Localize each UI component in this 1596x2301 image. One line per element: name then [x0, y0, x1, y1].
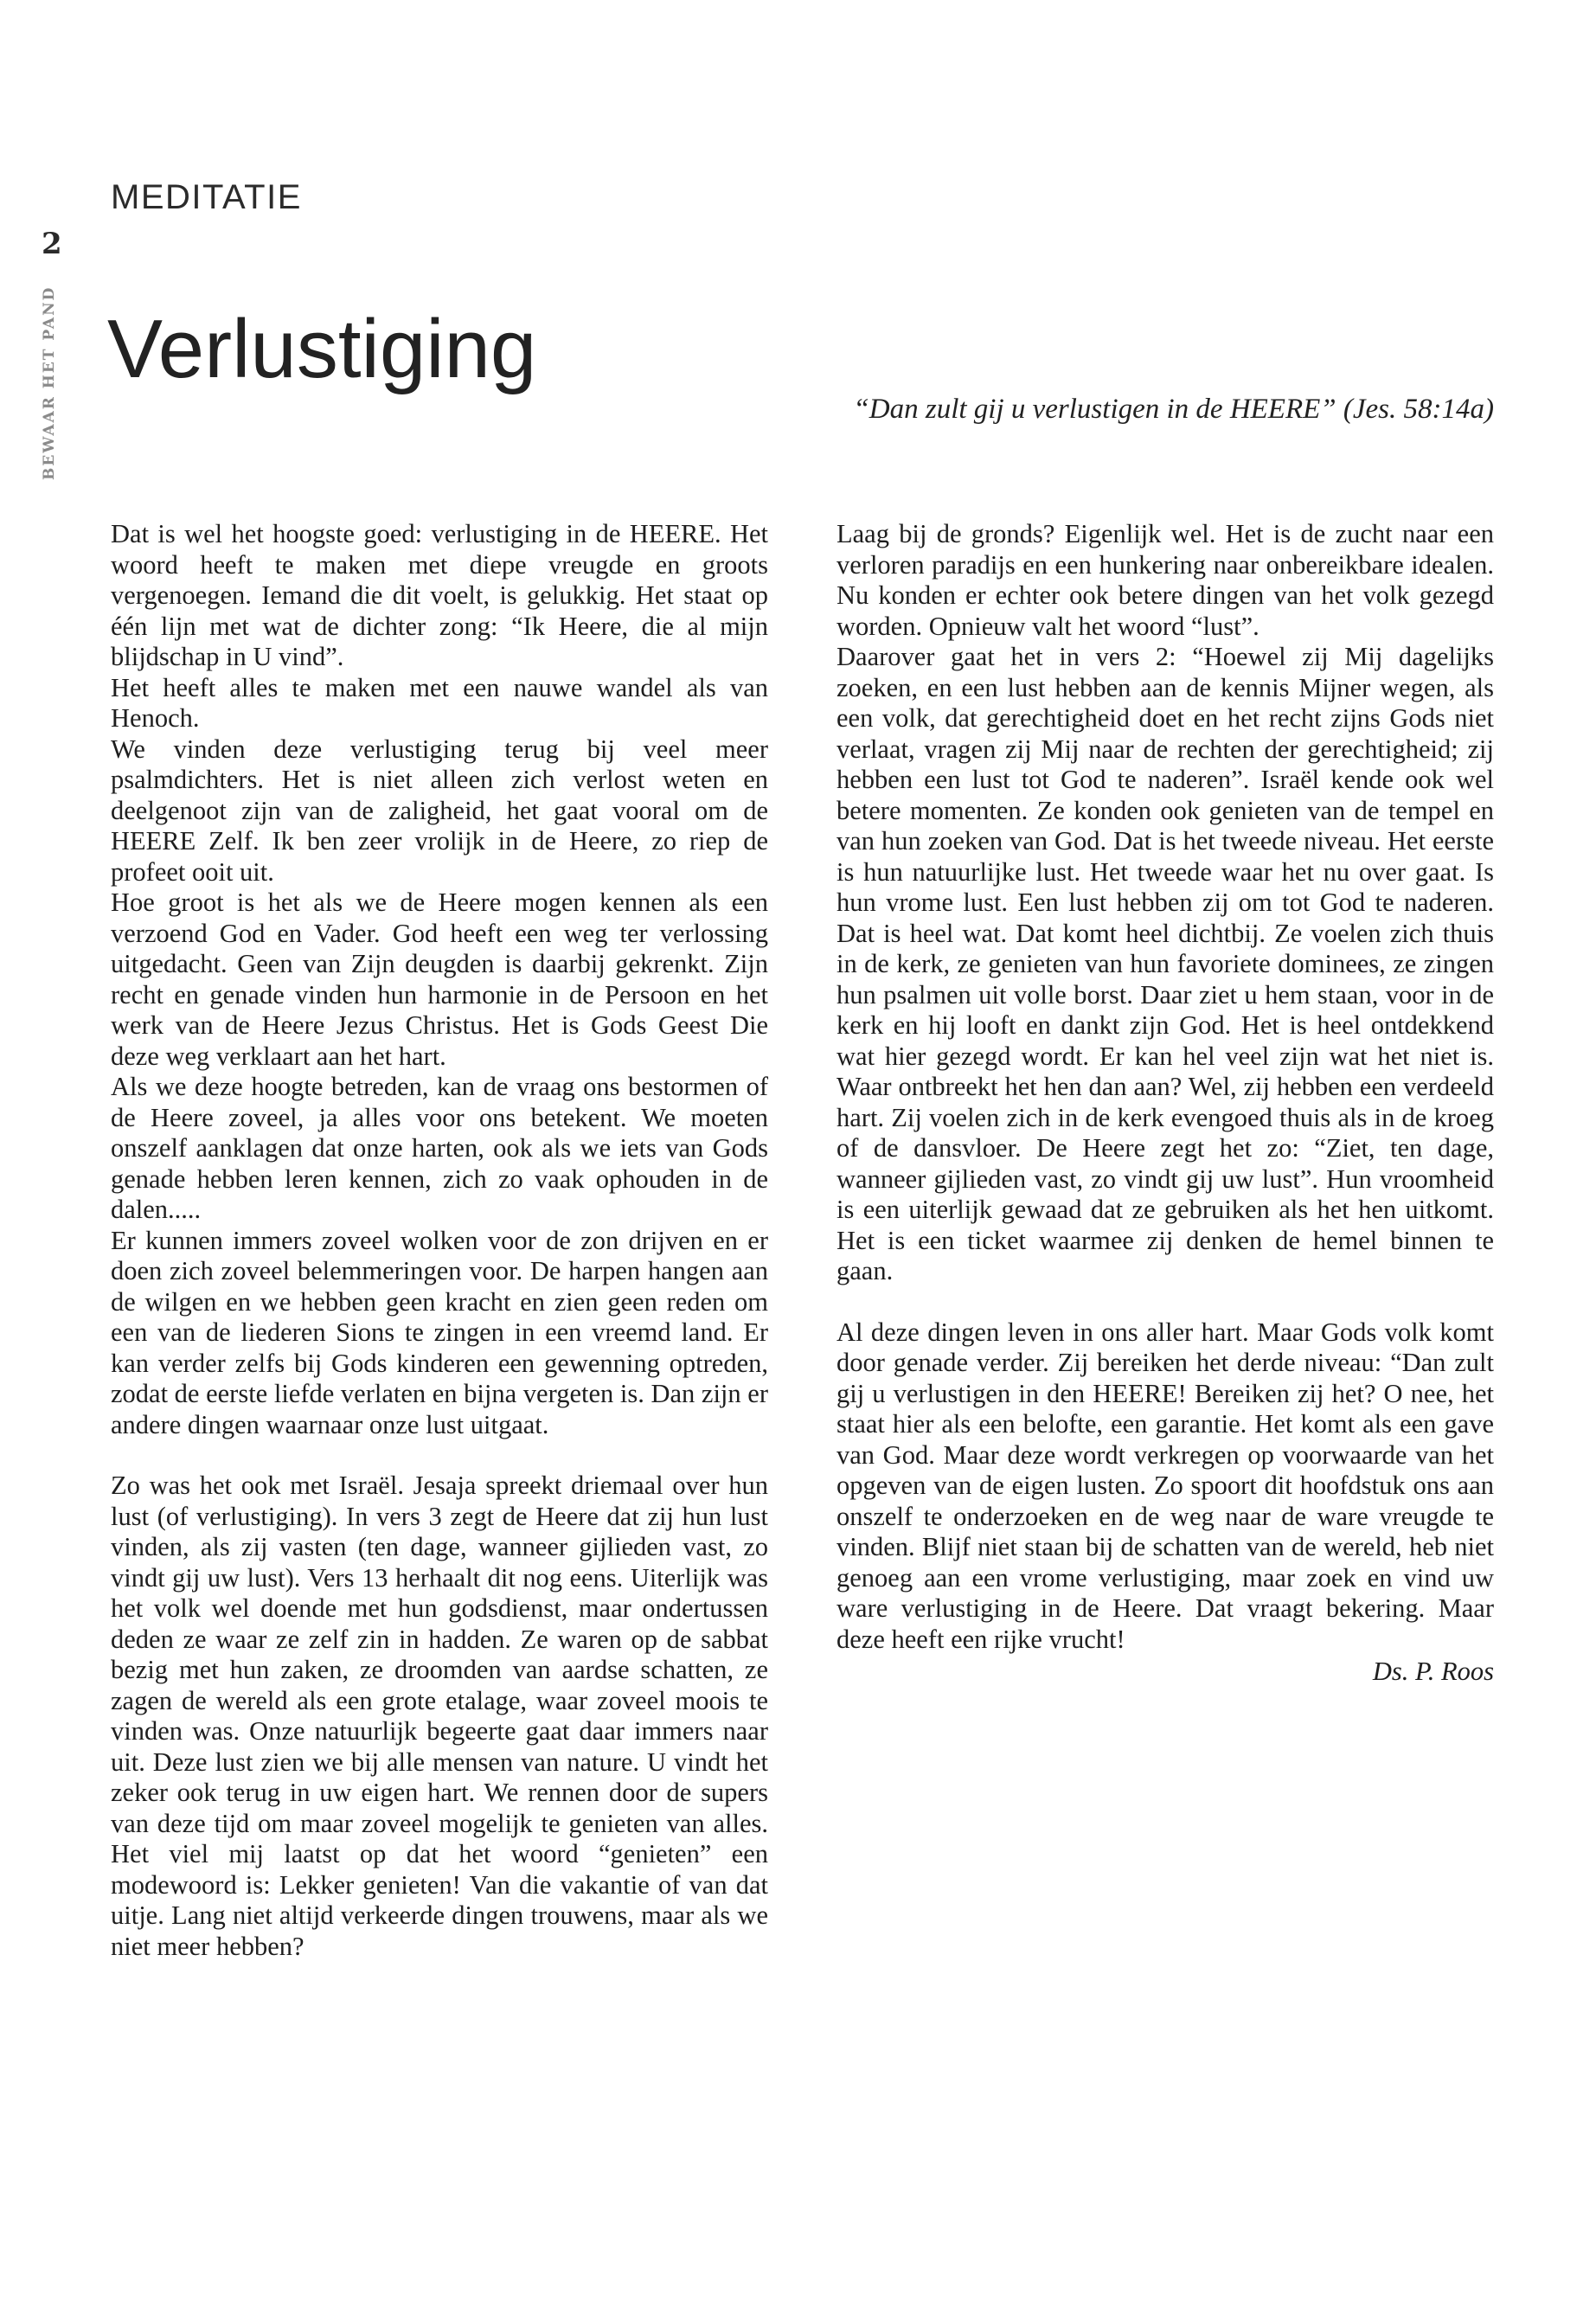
text-column-right [836, 519, 1494, 1688]
bible-quote: “Dan zult gij u verlustigen in de HEERE” (Jes. 58:14a) [853, 394, 1494, 425]
paragraph: Als we deze hoogte betreden, kan de vraag ons bestormen of de Heere zoveel, ja alles voor ons betekent. We moeten onszelf aanklagen dat onze harten, ook als we iets van Gods genade hebben leren kennen, zich zo vaak ophouden in de dalen..... [111, 1072, 768, 1224]
page-number: 2 [42, 227, 62, 261]
text-column-left [111, 519, 768, 1962]
paragraph: Laag bij de gronds? Eigenlijk wel. Het is de zucht naar een verloren paradijs en een hunkering naar onbereikbare idealen. Nu konden er echter ook betere dingen van het volk gezegd worden. Opnieuw valt het woord “lust”. [836, 519, 1494, 641]
paragraph: Dat is wel het hoogste goed: verlustiging in de HEERE. Het woord heeft te maken met diepe vreugde en groots vergenoegen. Iemand die dit voelt, is gelukkig. Het staat op één lijn met wat de dichter zong: “Ik Heere, die al mijn blijdschap in U vind”. [111, 519, 768, 671]
author-signature: Ds. P. Roos [1372, 1657, 1494, 1686]
paragraph: Zo was het ook met Israël. Jesaja spreekt driemaal over hun lust (of verlustiging). In vers 3 zegt de Heere dat zij hun lust vinden, als zij vasten (ten dage, wanneer gijlieden vast, zo vindt gij uw lust). Vers 13 herhaalt dit nog eens. Uiterlijk was het volk wel doende met hun godsdienst, maar ondertussen deden ze waar ze zelf zin in hadden. Ze waren op de sabbat bezig met hun zaken, ze droomden van aardse schatten, ze zagen de wereld als een grote etalage, waar zoveel moois te vinden was. Onze natuurlijk begeerte gaat daar immers naar uit. Deze lust zien we bij alle mensen van nature. U vindt het zeker ook terug in uw eigen hart. We rennen door de supers van deze tijd om maar zoveel mogelijk te genieten van alles. Het viel mij laatst op dat het woord “genieten” een modewoord is: Lekker genieten! Van die vakantie of van dat uitje. Lang niet altijd verkeerde dingen trouwens, maar als we niet meer hebben? [111, 1471, 768, 1961]
article-title: Verlustiging [107, 303, 537, 396]
paragraph: Al deze dingen leven in ons aller hart. Maar Gods volk komt door genade verder. Zij bereiken het derde niveau: “Dan zult gij u verlustigen in den HEERE! Bereiken zij het? O nee, het staat hier als een belofte, een garantie. Het komt als een gave van God. Maar deze wordt verkregen op voorwaarde van het opgeven van de eigen lusten. Zo spoort dit hoofdstuk ons aan onszelf te onderzoeken en de weg naar de ware vreugde te vinden. Blijf niet staan bij de schatten van de wereld, heb niet genoeg aan een vrome verlustiging, maar zoek en vind uw ware verlustiging in de Heere. Dat vraagt bekering. Maar deze heeft een rijke vrucht! [836, 1317, 1494, 1654]
paragraph: We vinden deze verlustiging terug bij veel meer psalmdichters. Het is niet alleen zich verlost weten en deelgenoot zijn van de zaligheid, het gaat vooral om de HEERE Zelf. Ik ben zeer vrolijk in de Heere, zo riep de profeet ooit uit. [111, 734, 768, 887]
paragraph: Er kunnen immers zoveel wolken voor de zon drijven en er doen zich zoveel belemmeringen voor. De harpen hangen aan de wilgen en we hebben geen kracht en zien geen reden om een van de liederen Sions te zingen in een vreemd land. Er kan verder zelfs bij Gods kinderen een gewenning optreden, zodat de eerste liefde verlaten en bijna vergeten is. Dan zijn er andere dingen waarnaar onze lust uitgaat. [111, 1225, 768, 1439]
paragraph: Het heeft alles te maken met een nauwe wandel als van Henoch. [111, 672, 768, 733]
paragraph: Daarover gaat het in vers 2: “Hoewel zij Mij dagelijks zoeken, en een lust hebben aan de kennis Mijner wegen, als een volk, dat gerechtigheid doet en het recht zijns Gods niet verlaat, vragen zij Mij naar de rechten der gerechtigheid; zij hebben een lust tot God te naderen”. Israël kende ook wel betere momenten. Ze konden ook genieten van de tempel en van hun zoeken van God. Dat is het tweede niveau. Het eerste is hun natuurlijke lust. Het tweede waar het nu over gaat. Is hun vrome lust. Een lust hebben zij om tot God te naderen. Dat is heel wat. Dat komt heel dichtbij. Ze voelen zich thuis in de kerk, ze genieten van hun favoriete dominees, ze zingen hun psalmen uit volle borst. Daar ziet u hem staan, voor in de kerk en hij looft en dankt zijn God. Het is heel ontdekkend wat hier gezegd wordt. Er kan hel veel zijn wat het niet is. Waar ontbreekt het hen dan aan? Wel, zij hebben een verdeeld hart. Zij voelen zich in de kerk evengoed thuis als in de kroeg of de dansvloer. De Heere zegt het zo: “Ziet, ten dage, wanneer gijlieden vast, zo vindt gij uw lust”. Hun vroomheid is een uiterlijk gewaad dat ze gebruiken als het hen uitkomt. Het is een ticket waarmee zij denken de hemel binnen te gaan. [836, 642, 1494, 1285]
magazine-name-vertical: BEWAAR HET PAND [41, 285, 58, 480]
section-label: MEDITATIE [111, 178, 302, 216]
paragraph: Hoe groot is het als we de Heere mogen kennen als een verzoend God en Vader. God heeft een weg ter verlossing uitgedacht. Geen van Zijn deugden is daarbij gekrenkt. Zijn recht en genade vinden hun harmonie in de Persoon en het werk van de Heere Jezus Christus. Het is Gods Geest Die deze weg verklaart aan het hart. [111, 888, 768, 1071]
